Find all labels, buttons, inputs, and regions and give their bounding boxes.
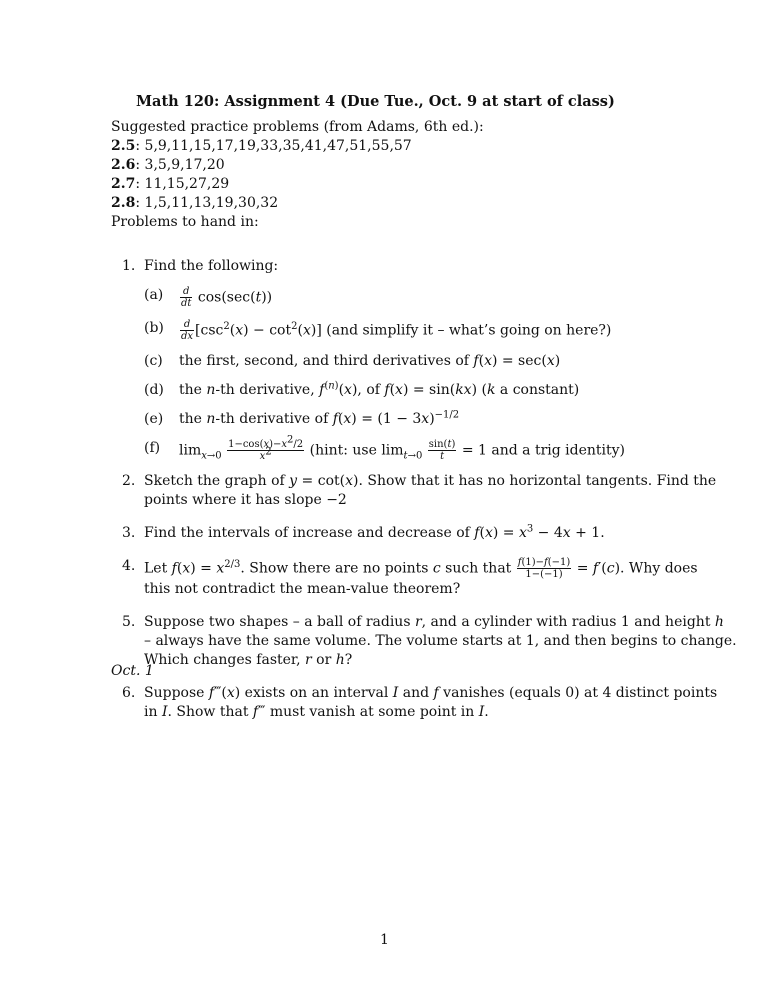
problem-text: points where it has slope −2 — [144, 492, 347, 508]
section-label: 2.5 — [111, 138, 136, 154]
page-number: 1 — [380, 932, 389, 948]
subproblem-text: -th derivative, — [215, 382, 320, 398]
problem-4 — [111, 557, 698, 599]
subproblem-e: (e) the n-th derivative of $f(x) = (1 - 3x)^{-1/2}$ — [144, 409, 460, 427]
problem-text: Which changes faster, r or h? — [144, 652, 353, 668]
subproblem-label: (f) — [144, 440, 161, 456]
subproblem-d: (d) the n-th derivative, $f^{(n)}(x)$, of f(x) = sin(kx) (k a constant) — [144, 380, 580, 398]
practice-intro: Suggested practice problems (from Adams, 6th ed.): — [111, 119, 484, 135]
derivative-operator: $\frac{d}{dt}$ — [181, 286, 192, 309]
limit-fraction: $\frac{1-\cos(x)-x^2/2}{x^2}$ — [228, 434, 304, 462]
practice-section: 2.5: 5,9,11,15,17,19,33,35,41,47,51,55,57 — [111, 138, 412, 154]
subproblem-label: (a) — [144, 287, 164, 303]
problem-list — [111, 257, 737, 722]
section-label: 2.8 — [111, 195, 136, 211]
problem-number: 2. — [122, 473, 136, 489]
problem-5 — [111, 613, 737, 670]
subproblem-label: (d) — [144, 382, 164, 398]
section-label: 2.6 — [111, 157, 136, 173]
section-label: 2.7 — [111, 176, 136, 192]
difference-quotient: $\frac{f(1)-f(-1)}{1-(-1)}$ — [517, 557, 571, 580]
problem-number: 5. — [122, 614, 136, 630]
practice-problems — [111, 118, 671, 232]
subproblem-text: (and simplify it – what’s going on here?) — [321, 322, 612, 339]
subproblem-text: = 1 and a trig identity) — [457, 442, 626, 459]
subproblem-label: (c) — [144, 353, 163, 369]
practice-section: 2.6: 3,5,9,17,20 — [111, 157, 225, 173]
problem-text: in I. Show that f‴ must vanish at some point in I. — [144, 704, 489, 720]
problem-3 — [111, 524, 671, 543]
problem-text: Suppose two shapes – a ball of radius r, and a cylinder with radius 1 and height h — [144, 614, 724, 630]
subproblem-a: (a) $\frac{d}{dt}$ cos(sec(t)) — [144, 286, 273, 309]
subproblem-text: the first, second, and third derivatives of — [179, 353, 474, 369]
problem-text: Suppose f‴(x) exists on an interval I and f vanishes (equals 0) at 4 distinct points — [144, 685, 718, 701]
derivative-operator: $\frac{d}{dx}$ — [181, 319, 194, 342]
problem-number: 6. — [122, 685, 136, 701]
problem-6 — [111, 684, 718, 722]
subproblem-c: (c) the first, second, and third derivatives of f(x) = sec(x) — [144, 353, 561, 369]
subproblem-b: (b) $\frac{d}{dx}$ $[\csc^2(x) - \cot^2(x)]$ (and simplify it – what’s going on here?) — [144, 319, 612, 342]
subproblem-text: (hint: use — [305, 442, 382, 459]
problem-text: Let $f(x) = x^{2/3}$. Show there are no points c such that $\frac{f(1)-f(-1)}{1-(-1)}$ = f′(c). Why does — [144, 557, 698, 580]
problem-1 — [111, 257, 671, 462]
section-problems: 1,5,11,13,19,30,32 — [144, 195, 279, 211]
subproblem-f: (f) $\lim_{x\to 0}$ $\frac{1-\cos(x)-x^2/2}{x^2}$ (hint: use $\lim_{t\to 0}$ $\frac{\sin(t)}{t}$ = 1 and a trig identity) — [144, 434, 626, 462]
subproblem-text: ( — [477, 382, 487, 398]
section-problems: 3,5,9,17,20 — [144, 157, 225, 173]
problem-text: Find the following: — [144, 258, 279, 274]
footer-date: Oct. 1 — [111, 663, 154, 679]
section-problems: 11,15,27,29 — [144, 176, 230, 192]
section-problems: 5,9,11,15,17,19,33,35,41,47,51,55,57 — [144, 138, 412, 154]
practice-section: 2.7: 11,15,27,29 — [111, 176, 230, 192]
subproblem-text: the — [179, 382, 207, 398]
subproblem-text: , of — [357, 382, 385, 398]
subproblem-label: (b) — [144, 320, 164, 336]
problem-number: 1. — [122, 258, 136, 274]
assignment-title: Math 120: Assignment 4 (Due Tue., Oct. 9 at start of class) — [136, 93, 615, 110]
subproblem-text: the — [179, 411, 207, 427]
subproblem-text: a constant) — [495, 382, 580, 398]
hand-in-label: Problems to hand in: — [111, 214, 259, 230]
problem-text: this not contradict the mean-value theorem? — [144, 581, 461, 597]
practice-section: 2.8: 1,5,11,13,19,30,32 — [111, 195, 279, 211]
problem-2 — [111, 472, 717, 510]
problem-text: – always have the same volume. The volume starts at 1, and then begins to change. — [144, 633, 737, 649]
subproblem-label: (e) — [144, 411, 164, 427]
limit-fraction: $\frac{\sin(t)}{t}$ — [428, 439, 456, 462]
subproblem-list — [144, 286, 671, 462]
problem-number: 4. — [122, 558, 136, 574]
problem-text: Sketch the graph of y = cot(x). Show that it has no horizontal tangents. Find the — [144, 473, 717, 489]
problem-text: Find the intervals of increase and decrease of $f(x) = x^3 - 4x + 1$. — [144, 523, 605, 541]
subproblem-text: -th derivative of — [215, 411, 333, 427]
problem-number: 3. — [122, 525, 136, 541]
